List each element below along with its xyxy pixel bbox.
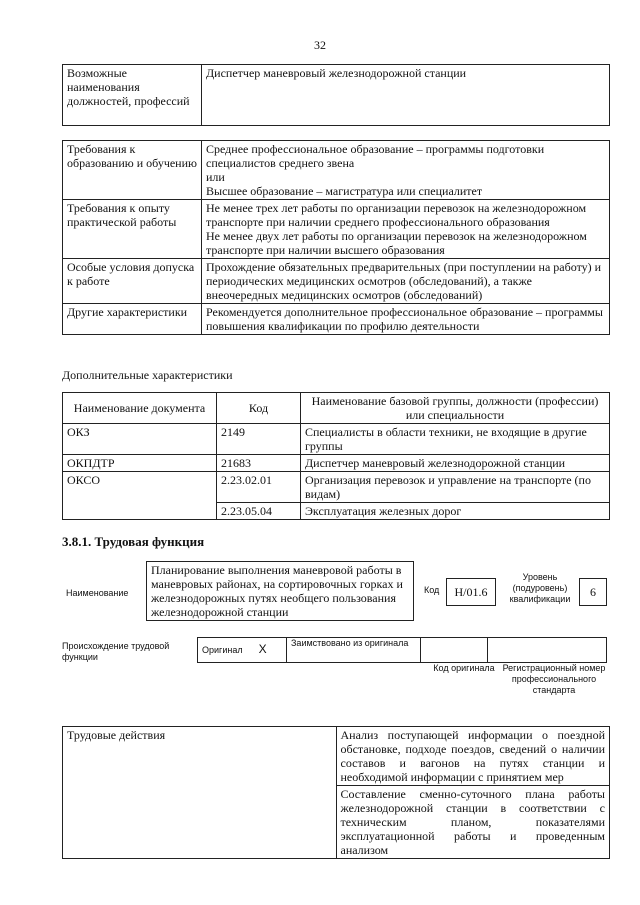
- additional-heading: Дополнительные характеристики: [62, 368, 233, 382]
- req-line: Высшее образование – магистратура или специалитет: [206, 184, 483, 198]
- table-row: [63, 727, 610, 786]
- cell-code: 2149: [217, 424, 301, 455]
- req-label: Особые условия допуска к работе: [63, 259, 202, 304]
- origin-code-label: Код оригинала: [433, 663, 495, 673]
- table-row: [63, 424, 610, 455]
- req-line: Рекомендуется дополнительное профессиональное образование – программы повышения квалификации по профилю деятельности: [206, 305, 603, 333]
- table-row: [63, 304, 610, 335]
- cell-doc: ОКСО: [63, 472, 217, 520]
- req-value: [202, 200, 610, 259]
- additional-table: [62, 392, 610, 520]
- cell-name: Диспетчер маневровый железнодорожной станции: [301, 455, 610, 472]
- cell-doc: ОКПДТР: [63, 455, 217, 472]
- origin-table: [197, 637, 607, 663]
- col-header-doc: Наименование документа: [63, 393, 217, 424]
- actions-table: [62, 726, 610, 859]
- table-header-row: [63, 393, 610, 424]
- code-label: Код: [424, 585, 440, 595]
- names-label: Возможные наименования должностей, профессий: [63, 65, 202, 126]
- actions-label: Трудовые действия: [63, 727, 337, 859]
- cell-code: 2.23.02.01: [217, 472, 301, 503]
- table-row: [63, 472, 610, 503]
- cell-code: 21683: [217, 455, 301, 472]
- level-label: Уровень (подуровень) квалификации: [509, 572, 571, 604]
- req-value: [202, 304, 610, 335]
- borrowed-label: Заимствовано из оригинала: [287, 638, 421, 663]
- req-line: Среднее профессиональное образование – программы подготовки специалистов среднего звена: [206, 142, 545, 170]
- qualification-level: 6: [579, 578, 607, 606]
- cell-name: Специалисты в области техники, не входящие в другие группы: [301, 424, 610, 455]
- req-value: [202, 141, 610, 200]
- req-label: Требования к опыту практической работы: [63, 200, 202, 259]
- table-row: [63, 455, 610, 472]
- req-line: Не менее трех лет работы по организации перевозок на железнодорожном транспорте при наличии среднего профессионального образования: [206, 201, 587, 229]
- col-header-name: Наименование базовой группы, должности (профессии) или специальности: [301, 393, 610, 424]
- page-number: 32: [314, 38, 326, 52]
- cell-code: 2.23.05.04: [217, 503, 301, 520]
- original-cell: [198, 638, 287, 663]
- req-label: Другие характеристики: [63, 304, 202, 335]
- origin-label: Происхождение трудовой функции: [62, 641, 170, 662]
- requirements-table: [62, 140, 610, 335]
- reg-number-label: Регистрационный номер профессионального стандарта: [502, 663, 606, 695]
- names-table: [62, 64, 610, 126]
- req-line: или: [206, 170, 225, 184]
- table-row: [63, 141, 610, 200]
- section-title: 3.8.1. Трудовая функция: [62, 534, 205, 549]
- cell-name: Эксплуатация железных дорог: [301, 503, 610, 520]
- reg-number-cell: [488, 638, 607, 663]
- cell-name: Организация перевозок и управление на транспорте (по видам): [301, 472, 610, 503]
- original-mark: X: [258, 642, 267, 656]
- req-value: [202, 259, 610, 304]
- labor-function-name: Планирование выполнения маневровой работы в маневровых районах, на сортировочных горках и железнодорожных путях необщего пользования железнодорожной станции: [146, 561, 414, 621]
- table-row: [198, 638, 607, 663]
- table-row: [63, 200, 610, 259]
- req-line: Не менее двух лет работы по организации перевозок на железнодорожном транспорте при наличии высшего образования: [206, 229, 587, 257]
- col-header-code: Код: [217, 393, 301, 424]
- table-row: [63, 65, 610, 126]
- original-label: Оригинал: [202, 645, 243, 655]
- names-value: Диспетчер маневровый железнодорожной станции: [202, 65, 610, 126]
- action-item: Составление сменно-суточного плана работы железнодорожной станции в соответствии с техническим планом, показателями эксплуатационной работы и проведенным анализом: [336, 786, 610, 859]
- req-label: Требования к образованию и обучению: [63, 141, 202, 200]
- labor-function-code: H/01.6: [446, 578, 496, 606]
- table-row: [63, 259, 610, 304]
- action-item: Анализ поступающей информации о поездной обстановке, подходе поездов, сведений о наличии составов и вагонов на путях станции и необходимой информации с принятием мер: [336, 727, 610, 786]
- origin-code-cell: [421, 638, 488, 663]
- req-line: Прохождение обязательных предварительных (при поступлении на работу) и периодических медицинских осмотров (обследований), а также внеочередных медицинских осмотров (обследований): [206, 260, 602, 302]
- cell-doc: ОКЗ: [63, 424, 217, 455]
- name-label: Наименование: [66, 588, 129, 598]
